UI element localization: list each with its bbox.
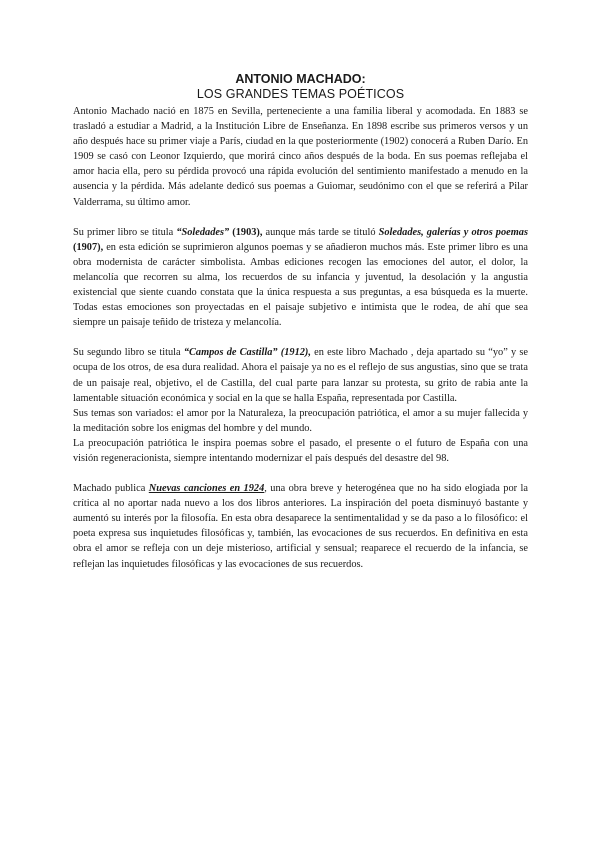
p3-text-a: Su segundo libro se titula (73, 347, 184, 359)
book-title-soledades-galerias: Soledades, galerías y otros poemas (378, 226, 528, 238)
paragraph-temas: Sus temas son variados: el amor por la Naturaleza, la preocupación patriótica, el amor a su mujer fallecida y la meditación sobre los enigmas del hombre y del mundo. (73, 407, 528, 434)
p6-text-a: Machado publica (73, 483, 149, 495)
paragraph-gap (73, 210, 528, 225)
year-1903: (1903), (229, 226, 263, 238)
paragraph-patriotica: La preocupación patriótica le inspira poemas sobre el pasado, el presente o el futuro de España con una visión regeneracionista, siempre intentando modernizar el país después del desastre del 98. (73, 437, 528, 464)
book-title-campos: “Campos de Castilla” (1912), (183, 347, 311, 359)
year-1907: (1907), (73, 241, 104, 253)
p6-text-c: , una obra breve y heterogénea que no ha sido elogiada por la crítica al no aportar nada nuevo a los dos libros anteriores. La inspiración del poeta disminuyó bastante y aumentó su interés por la filosofía. En esta obra desaparece la sentimentalidad y se da paso a lo filosófico: el poeta expresa sus inquietudes filosóficas y, también, las evocaciones de sus recuerdos. En definitiva en esta obra el amor se refleja con un deje misterioso, artificial y sensual; reaparece el recuerdo de la infancia, se reflejan las inquietudes filosóficas y las evocaciones de sus recuerdos. (73, 483, 528, 570)
title-block (73, 72, 528, 102)
document-subtitle: LOS GRANDES TEMAS POÉTICOS (196, 87, 405, 101)
paragraph-biography: Antonio Machado nació en 1875 en Sevilla, perteneciente a una familia liberal y acomodada. En 1883 se trasladó a estudiar a Madrid, a la Institución Libre de Enseñanza. En 1898 escribe sus primeros versos y un año después hace su primer viaje a París, ciudad en la que posteriormente (1902) conocerá a Ruben Darío. En 1909 se casó con Leonor Izquierdo, que morirá cinco años después de la boda. En sus poemas reflejaba el amor hacia ella, pero su pérdida provocó una rápida evolución del sentimiento manifestado a menudo en la ausencia y la pérdida. Más adelante dedicó sus poemas a Guiomar, seudónimo con el que se referirá a Pilar Valderrama, su último amor. (73, 106, 528, 208)
book-title-soledades: “Soledades” (176, 226, 230, 238)
paragraph-soledades (73, 225, 528, 331)
paragraph-campos (73, 345, 528, 405)
p2-text-g: en esta edición se suprimieron algunos poemas y se añadieron muchos más. Este primer libro es una obra modernista de carácter simbolista. Ambas ediciones recogen las emociones del autor, el dolor, la melancolía que recorren su alma, los recuerdos de su infancia y juventud, la desolación y la angustia existencial que siente cuando constata que la única respuesta a sus preguntas, a esa búsqueda es la muerte. Todas estas emociones son proyectadas en el paisaje subjetivo e intimista que le rodea, de ahí que sea siempre un paisaje teñido de tristeza y melancolía. (73, 241, 528, 329)
paragraph-gap (73, 466, 528, 481)
p3-text-c: en este libro Machado , deja apartado su “yo” y se ocupa de los otros, de esa dura realidad. Ahora el paisaje ya no es el reflejo de sus angustias, sino que se trata de un paisaje real, objetivo, el de Castilla, del cual parte para lanzar su protesta, su grito de rabia ante la lamentable situación económica y social en la que se halla España, representada por Castilla. (73, 347, 528, 404)
paragraph-nuevas-canciones (73, 481, 528, 572)
document-title: ANTONIO MACHADO: (235, 72, 366, 86)
p2-text-d: aunque más tarde se tituló (262, 226, 379, 238)
p2-text-a: Su primer libro se titula (73, 226, 177, 238)
paragraph-gap (73, 330, 528, 345)
book-title-nuevas-canciones: Nuevas canciones en 1924 (148, 483, 265, 495)
